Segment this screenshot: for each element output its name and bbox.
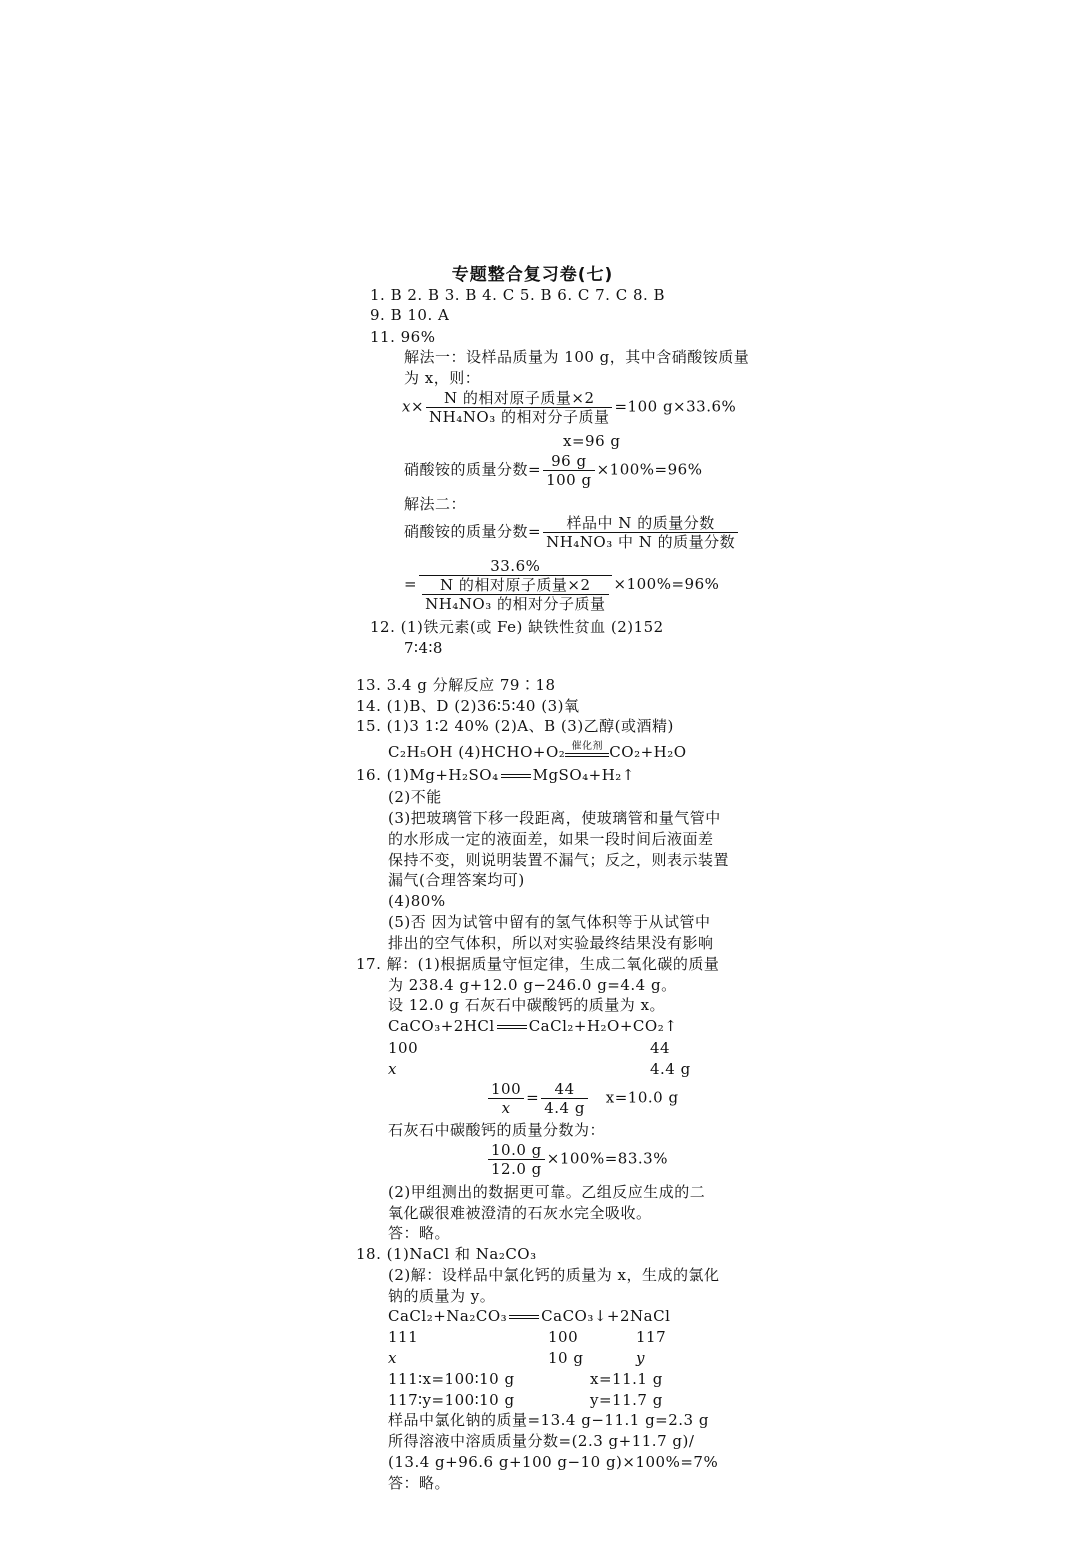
equation-rhs: ×100%=83.3% [546,1149,668,1168]
fraction-numerator: 33.6% [419,557,611,576]
q18-line1: 18. (1)NaCl 和 Na₂CO₃ [356,1245,537,1263]
reaction-equals [501,774,531,778]
q17-percent [486,1141,668,1178]
q11-method1-text: 解法一：设样品质量为 100 g，其中含硝酸铵质量 [404,348,750,366]
q18-mass-10g: 10 g [548,1349,584,1367]
q18-nacl-mass: 样品中氯化钠的质量=13.4 g−11.1 g=2.3 g [388,1411,709,1429]
q18-mass-117: 117 [636,1328,667,1346]
fraction-numerator: N 的相对原子质量×2 [426,389,612,408]
fraction-denominator: 100 g [546,471,592,489]
products: CaCl₂+H₂O+CO₂↑ [528,1017,678,1035]
q18-line3: 钠的质量为 y。 [388,1287,496,1305]
label: 硝酸铵的质量分数= [404,460,542,479]
reactants: C₂H₅OH (4)HCHO+O₂ [388,743,566,761]
q17-part2-line2: 氧化碳很难被澄清的石灰水完全吸收。 [388,1204,652,1222]
reactants: 16. (1)Mg+H₂SO₄ [356,766,499,784]
q18-unknown-x: x [388,1349,397,1367]
q11-method1-text2: 为 x，则： [404,369,481,387]
q18-fraction-line2: (13.4 g+96.6 g+100 g−10 g)×100%=7% [388,1453,719,1471]
q17-line1: 17. 解：(1)根据质量守恒定律，生成二氧化碳的质量 [356,955,720,973]
q16-part3-line4: 漏气(合理答案均可) [388,871,525,889]
q17-answer: 答：略。 [388,1224,451,1242]
fraction-denominator: NH₄NO₃ 的相对分子质量 [429,408,610,426]
label: 硝酸铵的质量分数= [404,522,542,541]
catalyst-label: 催化剂 [571,741,604,752]
q13-answer: 13. 3.4 g 分解反应 79∶18 [356,676,556,694]
q15-answer: 15. (1)3 1∶2 40% (2)A、B (3)乙醇(或酒精) [356,717,674,735]
q18-result-y: y=11.7 g [590,1391,663,1409]
inner-numerator: N 的相对原子质量×2 [422,576,608,595]
fraction-denominator: 12.0 g [491,1160,542,1178]
q18-line2: (2)解：设样品中氯化钙的质量为 x，生成的氯化 [388,1266,720,1284]
fraction-denominator: 4.4 g [544,1099,585,1117]
q17-proportion: $\frac{100}{x}$ = $\frac{44}{4.4 g}$ x=10.0 g [486,1080,679,1117]
q11-x-result: x=96 g [563,432,621,450]
q16-equation [356,765,635,785]
q17-mass-44: 44 [650,1039,671,1057]
fraction-denominator: NH₄NO₃ 中 N 的质量分数 [546,533,736,551]
q17-mass-4-4: 4.4 g [650,1060,691,1078]
q12-answer: 12. (1)铁元素(或 Fe) 缺铁性贫血 (2)152 [370,618,664,636]
result: x=10.0 g [605,1088,679,1107]
products: CaCO₃↓+2NaCl [541,1307,671,1325]
q11-mass-fraction-1 [404,452,702,489]
q17-unknown-x: x [388,1060,397,1078]
equation-rhs: =100 g×33.6% [614,397,737,416]
q11-mass-fraction-3 [404,557,719,613]
q16-part3-line3: 保持不变，则说明装置不漏气；反之，则表示装置 [388,851,730,869]
products: CO₂+H₂O [609,743,687,761]
reaction-equals [497,1025,527,1029]
q16-part3-line1: (3)把玻璃管下移一段距离，使玻璃管和量气管中 [388,809,721,827]
q16-part5-line1: (5)否 因为试管中留有的氢气体积等于从试管中 [388,913,711,931]
fraction-denominator [419,576,611,613]
q12-ratio: 7∶4∶8 [404,639,443,657]
reaction-equals [509,1315,539,1319]
answer-line-9-10: 9. B 10. A [370,306,450,324]
q14-answer: 14. (1)B、D (2)36∶5∶40 (3)氧 [356,697,580,715]
q15-equation [388,742,687,763]
fraction-numerator: 44 [541,1080,588,1099]
q18-proportion-x: 111∶x=100∶10 g [388,1370,515,1388]
fraction-numerator: 96 g [543,452,595,471]
q18-result-x: x=11.1 g [590,1370,663,1388]
q16-part3-line2: 的水形成一定的液面差，如果一段时间后液面差 [388,830,714,848]
q17-equation [388,1016,677,1036]
fraction-numerator: 样品中 N 的质量分数 [543,514,738,533]
q11-equation-1: x× $\frac{\text{N 的相对原子质量×2}}{\text{NH₄NO₃ 的相对分子质量}}$ =100 g×33.6% [402,389,737,426]
q17-fraction-label: 石灰石中碳酸钙的质量分数为： [388,1121,606,1139]
q18-proportion-y: 117∶y=100∶10 g [388,1391,515,1409]
q16-part4: (4)80% [388,892,446,910]
fraction-denominator: x [501,1099,511,1117]
q16-part2: (2)不能 [388,788,442,806]
q18-unknown-y: y [636,1349,645,1367]
inner-denominator: NH₄NO₃ 的相对分子质量 [425,595,606,613]
q17-part2-line1: (2)甲组测出的数据更可靠。乙组反应生成的二 [388,1183,706,1201]
reactants: CaCO₃+2HCl [388,1017,495,1035]
q11-method2-label: 解法二： [404,495,467,513]
reactants: CaCl₂+Na₂CO₃ [388,1307,508,1325]
q18-equation [388,1306,670,1326]
q18-mass-111: 111 [388,1328,419,1346]
catalyst-equals [565,743,609,763]
fraction-numerator: 100 [488,1080,524,1099]
fraction-numerator: 10.0 g [488,1141,545,1160]
equation-rhs: ×100%=96% [613,575,720,593]
q17-mass-100: 100 [388,1039,419,1057]
q11-mass-fraction-2 [404,514,740,551]
q17-line2: 为 238.4 g+12.0 g−246.0 g=4.4 g。 [388,976,677,994]
answer-line-1-8: 1. B 2. B 3. B 4. C 5. B 6. C 7. C 8. B [370,286,666,304]
page-title: 专题整合复习卷(七) [451,265,614,285]
q16-part5-line2: 排出的空气体积，所以对实验最终结果没有影响 [388,934,714,952]
equals-sign: = [404,575,418,593]
q18-mass-100: 100 [548,1328,579,1346]
q11-answer: 11. 96% [370,328,436,346]
products: MgSO₄+H₂↑ [532,766,635,784]
q17-line3: 设 12.0 g 石灰石中碳酸钙的质量为 x。 [388,996,666,1014]
equation-rhs: ×100%=96% [596,460,703,479]
q18-fraction-line1: 所得溶液中溶质质量分数=(2.3 g+11.7 g)/ [388,1432,695,1450]
q18-answer: 答：略。 [388,1474,451,1492]
